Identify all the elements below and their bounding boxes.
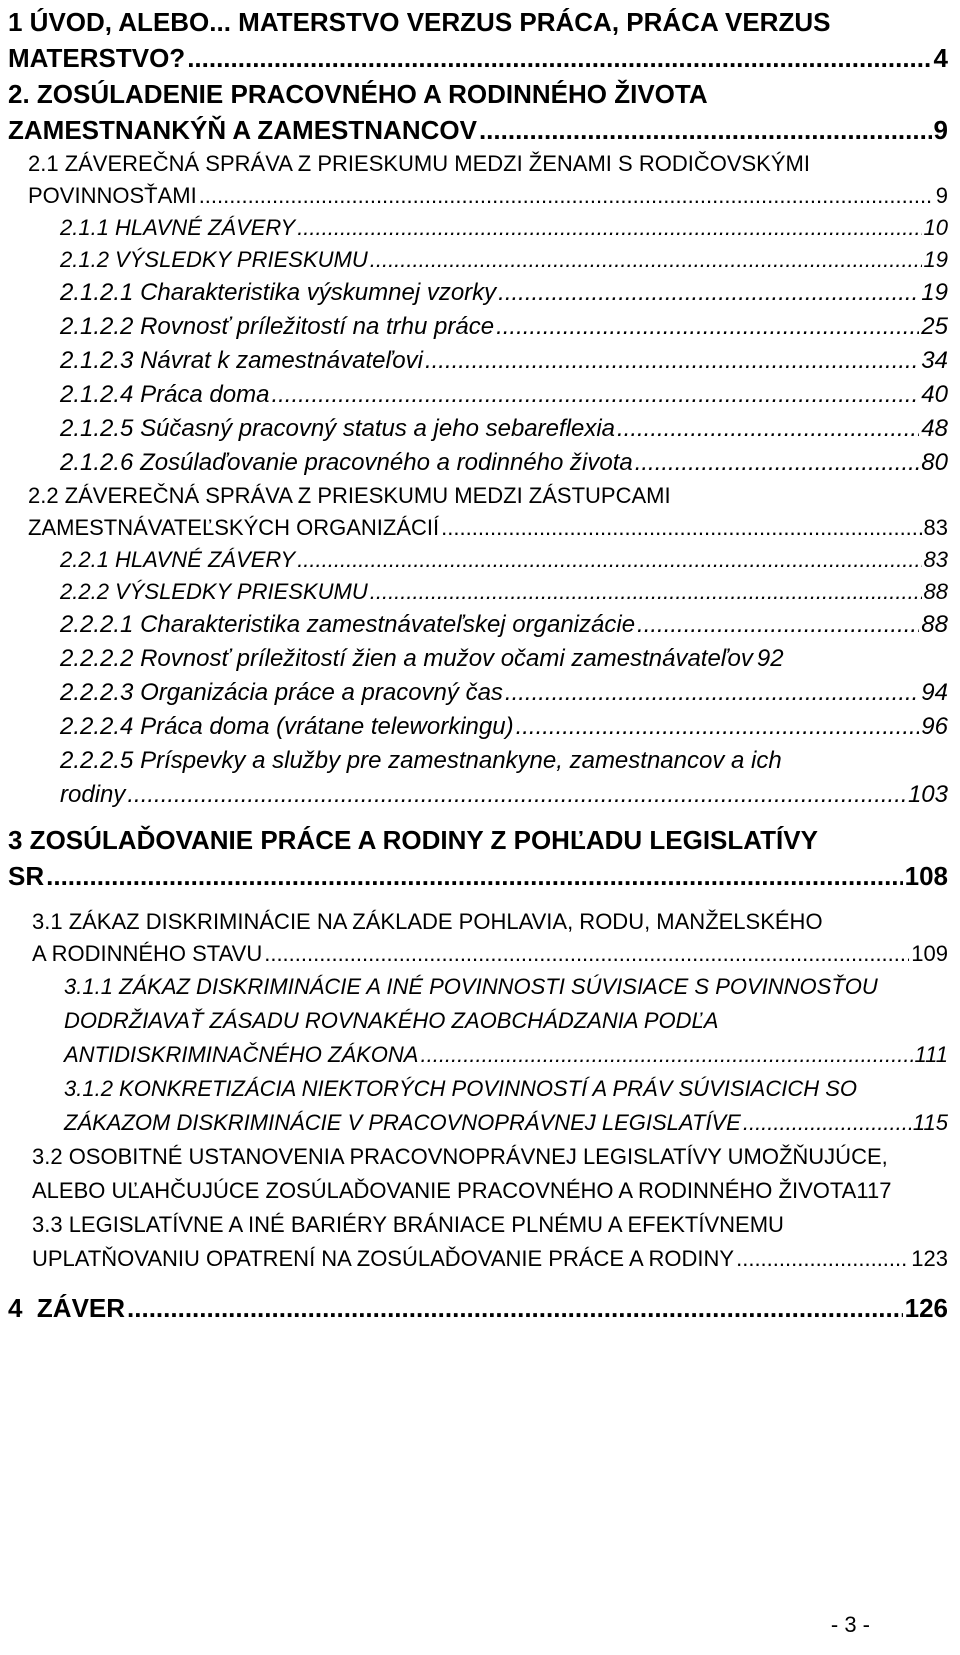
toc-entry-title-line: 3.1.1 ZÁKAZ DISKRIMINÁCIE A INÉ POVINNOSTI SÚVISIACE S POVINNOSŤOU: [64, 974, 878, 999]
dot-leader: [637, 608, 919, 642]
toc-entry-section-2-2-2[interactable]: [60, 576, 948, 608]
toc-entry-title: 2.1.2.5 Súčasný pracovný status a jeho sebareflexia: [60, 415, 615, 442]
toc-entry-section-3-2[interactable]: [32, 1140, 948, 1208]
toc-entry-title: 2.1.2.1 Charakteristika výskumnej vzorky: [60, 279, 497, 306]
toc-entry-title-line: 3.2 OSOBITNÉ USTANOVENIA PRACOVNOPRÁVNEJ LEGISLATÍVY UMOŽŇUJÚCE,: [32, 1144, 888, 1169]
toc-entry-title-line: 2.2.2.5 Príspevky a služby pre zamestnankyne, zamestnancov a ich: [60, 747, 782, 774]
dot-leader: [441, 512, 921, 544]
toc-page-number: 80: [921, 449, 948, 476]
toc-page-number: 10: [923, 215, 948, 240]
toc-entry-title: SR: [8, 861, 45, 891]
toc-entry-title: 2.1.2.6 Zosúlaďovanie pracovného a rodinného života: [60, 449, 633, 476]
toc-entry-title: MATERSTVO?: [8, 43, 186, 73]
dot-leader: [425, 344, 919, 378]
toc-entry-chapter-2[interactable]: [8, 76, 948, 148]
toc-page-number: 19: [923, 247, 948, 272]
toc-entry-section-2-1-2-3[interactable]: [60, 344, 948, 378]
toc-entry-chapter-1[interactable]: [8, 4, 948, 76]
toc-entry-title: 2.2.1 HLAVNÉ ZÁVERY: [60, 547, 296, 572]
toc-entry-title: ZAMESTNÁVATEĽSKÝCH ORGANIZÁCIÍ: [28, 515, 440, 540]
toc-entry-section-2-2-2-4[interactable]: [60, 710, 948, 744]
toc-entry-title-line: 3.1 ZÁKAZ DISKRIMINÁCIE NA ZÁKLADE POHLAVIA, RODU, MANŽELSKÉHO: [32, 909, 823, 934]
toc-page-number: 19: [921, 279, 948, 306]
toc-entry-title-line: DODRŽIAVAŤ ZÁSADU ROVNAKÉHO ZAOBCHÁDZANIA PODĽA: [64, 1008, 719, 1033]
dot-leader: [46, 858, 902, 894]
toc-entry-section-2-1[interactable]: [28, 148, 948, 212]
toc-page-number: 88: [923, 579, 948, 604]
toc-entry-title: rodiny: [60, 781, 126, 808]
toc-page-number: 34: [921, 347, 948, 374]
dot-leader: [420, 1038, 912, 1072]
toc-entry-section-2-1-2[interactable]: [60, 244, 948, 276]
toc-entry-title: 2.1.1 HLAVNÉ ZÁVERY: [60, 215, 296, 240]
toc-entry-title: ANTIDISKRIMINAČNÉHO ZÁKONA: [64, 1042, 419, 1067]
toc-page-number: 108: [904, 861, 948, 891]
toc-page-number: 92: [756, 645, 784, 672]
toc-entry-title: ZÁKAZOM DISKRIMINÁCIE V PRACOVNOPRÁVNEJ LEGISLATÍVE: [64, 1110, 741, 1135]
toc-entry-chapter-4[interactable]: [8, 1290, 948, 1326]
toc-entry-title: 2.2.2.1 Charakteristika zamestnávateľskej organizácie: [60, 611, 636, 638]
toc-entry-title: A RODINNÉHO STAVU: [32, 941, 263, 966]
dot-leader: [199, 180, 934, 212]
toc-entry-title: 2.1.2 VÝSLEDKY PRIESKUMU: [60, 247, 368, 272]
toc-page-number: 48: [921, 415, 948, 442]
dot-leader: [496, 310, 919, 344]
toc-page-number: 25: [921, 313, 948, 340]
toc-page-number: 103: [907, 781, 948, 808]
toc-page-number: 126: [904, 1293, 948, 1323]
toc-entry-title: POVINNOSŤAMI: [28, 183, 197, 208]
toc-page-number: 109: [911, 941, 948, 966]
toc-entry-title: 2.2.2.3 Organizácia práce a pracovný čas: [60, 679, 503, 706]
toc-entry-section-3-1-1[interactable]: [64, 970, 948, 1072]
dot-leader: [271, 378, 919, 412]
toc-entry-section-2-1-2-1[interactable]: [60, 276, 948, 310]
toc-entry-title-line: 1 ÚVOD, ALEBO... MATERSTVO VERZUS PRÁCA, PRÁCA VERZUS: [8, 7, 831, 37]
toc-entry-title-line: 3 ZOSÚLAĎOVANIE PRÁCE A RODINY Z POHĽADU LEGISLATÍVY: [8, 825, 818, 855]
toc-entry-title: 2.1.2.2 Rovnosť príležitostí na trhu práce: [60, 313, 495, 340]
toc-page-number: 83: [923, 547, 948, 572]
toc-page-number: 115: [912, 1110, 948, 1135]
toc-entry-section-3-1-2[interactable]: [64, 1072, 948, 1140]
dot-leader: [498, 276, 919, 310]
dot-leader: [297, 544, 921, 576]
toc-entry-section-2-2[interactable]: [28, 480, 948, 544]
toc-page-number: 94: [921, 679, 948, 706]
dot-leader: [264, 938, 909, 970]
toc-entry-title-line: 2. ZOSÚLADENIE PRACOVNÉHO A RODINNÉHO ŽIVOTA: [8, 79, 708, 109]
dot-leader: [743, 1106, 911, 1140]
toc-entry-section-2-1-2-6[interactable]: [60, 446, 948, 480]
dot-leader: [516, 710, 920, 744]
toc-entry-section-2-1-2-5[interactable]: [60, 412, 948, 446]
dot-leader: [127, 778, 906, 812]
toc-entry-section-2-2-2-3[interactable]: [60, 676, 948, 710]
toc-entry-section-2-2-1[interactable]: [60, 544, 948, 576]
toc-page-number: 9: [933, 115, 948, 145]
toc-entry-chapter-3[interactable]: [8, 822, 948, 894]
toc-entry-section-3-1[interactable]: [32, 906, 948, 970]
table-of-contents: [8, 4, 948, 1326]
toc-entry-section-2-1-2-2[interactable]: [60, 310, 948, 344]
toc-page-number: 123: [911, 1246, 948, 1271]
dot-leader: [617, 412, 919, 446]
toc-entry-title: ALEBO UĽAHČUJÚCE ZOSÚLAĎOVANIE PRACOVNÉHO A RODINNÉHO ŽIVOTA: [32, 1178, 857, 1203]
toc-page-number: 88: [921, 611, 948, 638]
dot-leader: [297, 212, 921, 244]
dot-leader: [127, 1290, 903, 1326]
toc-entry-title-line: 2.2 ZÁVEREČNÁ SPRÁVA Z PRIESKUMU MEDZI ZÁSTUPCAMI: [28, 483, 671, 508]
dot-leader: [370, 576, 922, 608]
toc-entry-title: 2.2.2.2 Rovnosť príležitostí žien a mužov očami zamestnávateľov: [60, 645, 753, 672]
dot-leader: [736, 1242, 909, 1276]
toc-entry-section-2-1-2-4[interactable]: [60, 378, 948, 412]
toc-entry-section-2-2-2-2[interactable]: [60, 642, 948, 676]
toc-page-number: 4: [933, 43, 948, 73]
toc-page-number: 96: [921, 713, 948, 740]
toc-page-number: 40: [921, 381, 948, 408]
page-number-footer: - 3 -: [830, 1612, 870, 1637]
toc-entry-title: UPLATŇOVANIU OPATRENÍ NA ZOSÚLAĎOVANIE PRÁCE A RODINY: [32, 1246, 735, 1271]
toc-entry-section-3-3[interactable]: [32, 1208, 948, 1276]
toc-entry-title: 2.2.2.4 Práca doma (vrátane teleworkingu): [60, 713, 514, 740]
toc-page-number: 83: [923, 515, 948, 540]
toc-entry-title-line: 3.3 LEGISLATÍVNE A INÉ BARIÉRY BRÁNIACE PLNÉMU A EFEKTÍVNEMU: [32, 1212, 784, 1237]
dot-leader: [479, 112, 932, 148]
toc-entry-title-line: 3.1.2 KONKRETIZÁCIA NIEKTORÝCH POVINNOSTÍ A PRÁV SÚVISIACICH SO: [64, 1076, 857, 1101]
dot-leader: [635, 446, 920, 480]
toc-entry-title: 4 ZÁVER: [8, 1293, 126, 1323]
toc-page-number: 111: [914, 1042, 948, 1067]
toc-entry-section-2-2-2-1[interactable]: [60, 608, 948, 642]
toc-entry-title: 2.2.2 VÝSLEDKY PRIESKUMU: [60, 579, 368, 604]
toc-entry-section-2-1-1[interactable]: [60, 212, 948, 244]
dot-leader: [187, 40, 931, 76]
toc-entry-title: 2.1.2.3 Návrat k zamestnávateľovi: [60, 347, 423, 374]
toc-entry-title: 2.1.2.4 Práca doma: [60, 381, 270, 408]
toc-entry-title: ZAMESTNANKÝŇ A ZAMESTNANCOV: [8, 115, 477, 145]
toc-page-number: 9: [935, 183, 948, 208]
toc-entry-section-2-2-2-5[interactable]: [60, 744, 948, 812]
toc-page-number: 117: [856, 1178, 892, 1203]
toc-entry-title-line: 2.1 ZÁVEREČNÁ SPRÁVA Z PRIESKUMU MEDZI ŽENAMI S RODIČOVSKÝMI: [28, 151, 810, 176]
dot-leader: [505, 676, 919, 710]
dot-leader: [370, 244, 922, 276]
